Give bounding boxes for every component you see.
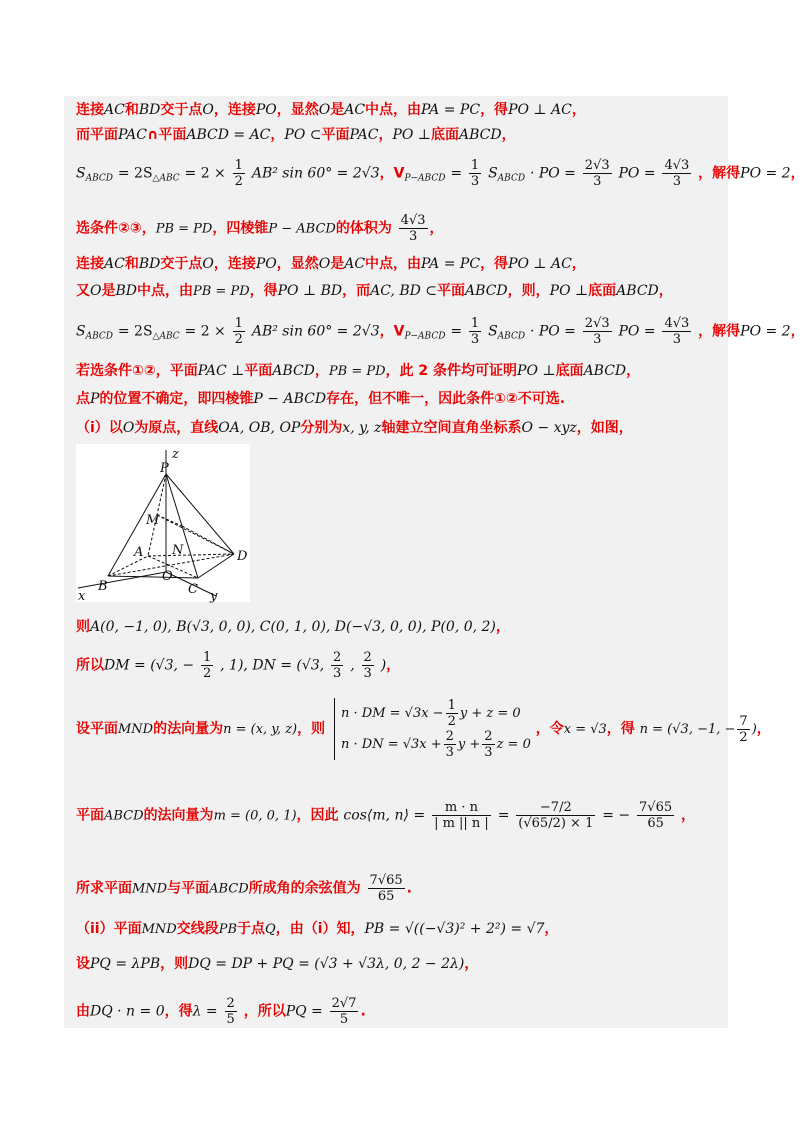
label-D: D: [237, 549, 248, 564]
text-line-3: $S_{ABCD} = 2S_{\triangle ABC} = 2$ × $\frac{1}{2}$ AB² sin 60° = 2√3，$V_{P-ABCD}$ = $\frac{1}{3}$ $S_{ABCD}$ · PO = $\frac{2√3}{3}$ PO = $\frac{4√3}{3}$ ，解得PO = 2，: [76, 158, 805, 189]
label-M: M: [146, 513, 160, 528]
text-line-4: 选条件②③，PB = PD，四棱锥P − ABCD的体积为 $\frac{4√3}{3}$ ，: [76, 213, 444, 244]
text-line-13: 设平面MND的法向量为n = (x, y, z)，则 n · DM = √3x − $\frac{1}{2}$ y + z = 0 n · DN = √3x + $\frac{2}{3}$ y + $\frac{2}{3}$ z = 0 ，令x = √3，得 n = (√3, −1, − $\frac{7}{2}$ )，: [76, 698, 771, 760]
label-P: P: [160, 461, 169, 476]
text-line-11: 则A(0, −1, 0), B(√3, 0, 0), C(0, 1, 0), D(−√3, 0, 0), P(0, 0, 2)，: [76, 619, 510, 635]
text-line-7: $S_{ABCD} = 2S_{\triangle ABC} = 2$ × $\frac{1}{2}$ AB² sin 60° = 2√3，$V_{P-ABCD}$ = $\frac{1}{3}$ $S_{ABCD}$ · PO = $\frac{2√3}{3}$ PO = $\frac{4√3}{3}$ ，解得PO = 2，: [76, 316, 805, 347]
text-line-15: 所求平面MND与平面ABCD所成角的余弦值为 $\frac{7√65}{65}$ .: [76, 873, 412, 904]
label-O: O: [162, 569, 173, 584]
edge-PD: [166, 474, 234, 554]
text-line-14: 平面ABCD的法向量为m = (0, 0, 1)，因此 cos⟨m, n⟩ = $\frac{m \cdot n}{| m || n |}$ = $\frac{-7/2}{(√65/2) \times 1}$ = − $\frac{7√65}{65}$ ，: [76, 800, 696, 831]
pyramid-diagram: [76, 444, 250, 602]
text-line-6: 又O是BD中点，由PB = PD，得PO ⊥ BD，而AC, BD ⊂平面ABCD，则，PO ⊥底面ABCD，: [76, 283, 673, 299]
label-A: A: [134, 545, 144, 560]
label-z: z: [172, 447, 179, 462]
edge-BC: [108, 576, 198, 578]
text-line-16: （ii）平面MND交线段PB于点Q，由（i）知，PB = √((−√3)² + 2²) = √7，: [76, 921, 559, 937]
text-line-8: 若选条件①②，平面PAC ⊥平面ABCD，PB = PD，此 2 条件均可证明PO ⊥底面ABCD，: [76, 363, 641, 379]
label-C: C: [188, 582, 198, 597]
text-line-2: 而平面PAC∩平面ABCD = AC，PO ⊂平面PAC，PO ⊥底面ABCD，: [76, 127, 516, 143]
line-MN: [157, 515, 182, 526]
pyramid-figure: [76, 444, 250, 602]
text-line-5: 连接AC和BD交于点O，连接PO，显然O是AC中点，由PA = PC，得PO ⊥ AC，: [76, 256, 586, 272]
edge-CD: [198, 554, 234, 578]
x-axis: [78, 572, 166, 588]
equation-system: n · DM = √3x − $\frac{1}{2}$ y + z = 0 n · DN = √3x + $\frac{2}{3}$ y + $\frac{2}{3}$ z = 0: [334, 698, 531, 760]
label-x: x: [78, 589, 86, 604]
text-line-10: （i）以O为原点，直线OA, OB, OP分别为x, y, z轴建立空间直角坐标系O − xyz，如图，: [76, 420, 633, 436]
label-N: N: [172, 543, 184, 558]
text-line-18: 由DQ · n = 0，得λ = $\frac{2}{5}$ ，所以PQ = $\frac{2√7}{5}$ .: [76, 996, 366, 1027]
diagonal-AC: [148, 556, 198, 578]
text-line-9: 点P的位置不确定，即四棱锥P − ABCD存在，但不唯一，因此条件①②不可选.: [76, 391, 566, 407]
text-line-1: 连接AC和BD交于点O，连接PO，显然O是AC中点，由PA = PC，得PO ⊥ AC，: [76, 102, 586, 118]
label-B: B: [98, 579, 108, 594]
text-line-17: 设PQ = λPB，则DQ = DP + PQ = (√3 + √3λ, 0, 2 − 2λ)，: [76, 956, 479, 972]
text-line-12: 所以DM = (√3, − $\frac{1}{2}$ , 1), DN = (√3, $\frac{2}{3}$ , $\frac{2}{3}$ )，: [76, 650, 401, 681]
label-y: y: [210, 589, 218, 604]
